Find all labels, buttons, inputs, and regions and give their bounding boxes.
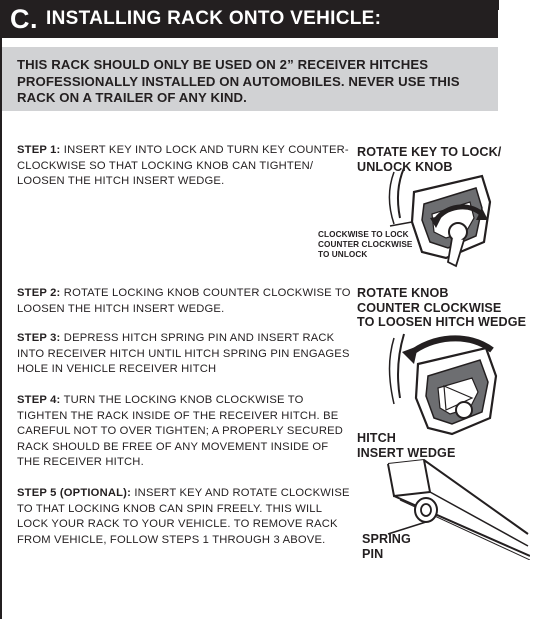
section-title: INSTALLING RACK ONTO VEHICLE:: [46, 8, 382, 29]
caption-spring-line1: SPRING: [362, 532, 411, 546]
section-letter: C.: [10, 3, 38, 34]
right-border-tick: [498, 0, 499, 10]
step-1: [17, 143, 352, 190]
step-4-text: TURN THE LOCKING KNOB CLOCKWISE TO TIGHTEN THE RACK INSIDE OF THE RECEIVER HITCH. BE CAREFUL NOT TO OVER TIGHTEN; A PROPERLY SECURED RACK SHOULD BE FREE OF ANY MOVEMENT INSIDE OF THE RECEIVER HITCH.: [17, 394, 344, 469]
caption-clockwise-line1: CLOCKWISE TO LOCK: [318, 230, 409, 239]
locking-knob-illustration: [388, 324, 500, 442]
step-2-label: STEP 2:: [17, 287, 61, 299]
step-1-text: INSERT KEY INTO LOCK AND TURN KEY COUNTER-CLOCKWISE SO THAT LOCKING KNOB CAN TIGHTEN/ LOOSEN THE HITCH INSERT WEDGE.: [17, 144, 349, 188]
step-3-text: DEPRESS HITCH SPRING PIN AND INSERT RACK INTO RECEIVER HITCH UNTIL HITCH SPRING PIN ENGAGES HOLE IN VEHICLE RECEIVER HITCH: [17, 332, 350, 376]
caption-hitch-line2: INSERT WEDGE: [357, 445, 456, 460]
warning-box: THIS RACK SHOULD ONLY BE USED ON 2” RECEIVER HITCHES PROFESSIONALLY INSTALLED ON AUTOMOBILES. NEVER USE THIS RACK ON A TRAILER OF ANY KIND.: [2, 47, 498, 111]
caption-hitch-line1: HITCH: [357, 431, 396, 445]
step-2-text: ROTATE LOCKING KNOB COUNTER CLOCKWISE TO LOOSEN THE HITCH INSERT WEDGE.: [17, 287, 351, 315]
caption-rotate-key-line2: UNLOCK KNOB: [357, 159, 453, 174]
caption-rotate-key: [357, 145, 501, 174]
step-4: [17, 393, 352, 471]
caption-rotate-knob-line3: TO LOOSEN HITCH WEDGE: [357, 315, 527, 330]
caption-rotate-key-line1: ROTATE KEY TO LOCK/: [357, 145, 502, 159]
caption-spring-pin: [362, 532, 411, 561]
caption-clockwise: [318, 230, 413, 260]
step-5-text: INSERT KEY AND ROTATE CLOCKWISE TO THAT LOCKING KNOB CAN SPIN FREELY. THIS WILL LOCK YOUR RACK TO YOUR VEHICLE. TO REMOVE RACK FROM VEHICLE, FOLLOW STEPS 1 THROUGH 3 ABOVE.: [17, 487, 350, 546]
step-3: [17, 331, 352, 378]
caption-clockwise-line3: TO UNLOCK: [318, 250, 368, 259]
step-3-label: STEP 3:: [17, 332, 61, 344]
step-5-label: STEP 5 (OPTIONAL):: [17, 487, 132, 499]
caption-spring-line2: PIN: [362, 546, 384, 561]
step-2: [17, 286, 352, 317]
caption-rotate-knob: [357, 286, 526, 330]
caption-clockwise-line2: COUNTER CLOCKWISE: [318, 240, 413, 249]
step-1-label: STEP 1:: [17, 144, 61, 156]
section-header: [0, 0, 498, 38]
step-4-label: STEP 4:: [17, 394, 61, 406]
caption-rotate-knob-line2: COUNTER CLOCKWISE: [357, 300, 502, 315]
caption-rotate-knob-line1: ROTATE KNOB: [357, 286, 449, 300]
step-5: [17, 486, 352, 548]
